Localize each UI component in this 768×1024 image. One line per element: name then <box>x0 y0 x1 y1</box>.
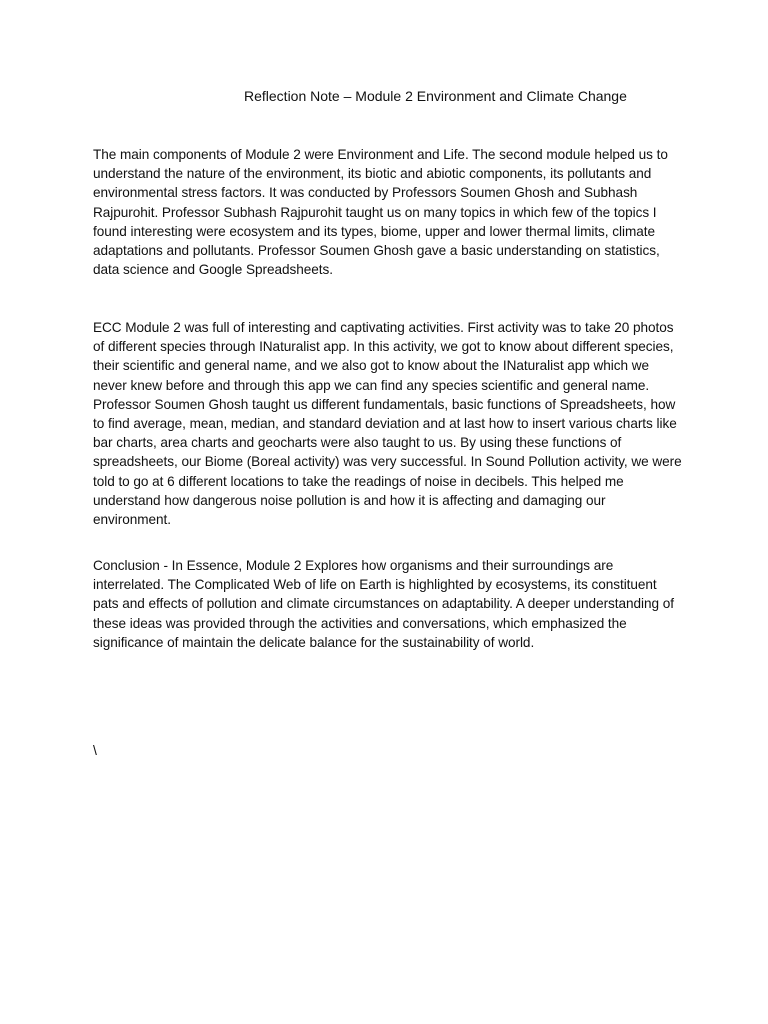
stray-backslash-mark: \ <box>93 742 97 758</box>
document-title: Reflection Note – Module 2 Environment and Climate Change <box>244 88 627 104</box>
paragraph-overview: The main components of Module 2 were Environment and Life. The second module helped us to understand the nature of the environment, its biotic and abiotic components, its pollutants and environmental stress factors. It was conducted by Professors Soumen Ghosh and Subhash Rajpurohit. Professor Subhash Rajpurohit taught us on many topics in which few of the topics I found interesting were ecosystem and its types, biome, upper and lower thermal limits, climate adaptations and pollutants. Professor Soumen Ghosh gave a basic understanding on statistics, data science and Google Spreadsheets. <box>93 147 668 278</box>
paragraph-activities: ECC Module 2 was full of interesting and captivating activities. First activity was to take 20 photos of different species through INaturalist app. In this activity, we got to know about different species, their scientific and general name, and we also got to know about the INaturalist app which we never knew before and through this app we can find any species scientific and general name. Professor Soumen Ghosh taught us different fundamentals, basic functions of Spreadsheets, how to find average, mean, median, and standard deviation and at last how to insert various charts like bar charts, area charts and geocharts were also taught to us. By using these functions of spreadsheets, our Biome (Boreal activity) was very successful. In Sound Pollution activity, we were told to go at 6 different locations to take the readings of noise in decibels. This helped me understand how dangerous noise pollution is and how it is affecting and damaging our environment. <box>93 320 682 528</box>
paragraph-conclusion: Conclusion - In Essence, Module 2 Explores how organisms and their surroundings are interrelated. The Complicated Web of life on Earth is highlighted by ecosystems, its constituent pats and effects of pollution and climate circumstances on adaptability. A deeper understanding of these ideas was provided through the activities and conversations, which emphasized the significance of maintain the delicate balance for the sustainability of world. <box>93 558 675 650</box>
